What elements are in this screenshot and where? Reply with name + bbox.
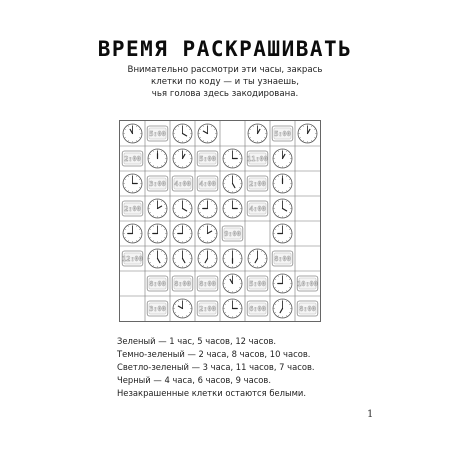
clock-time-text: 8:00	[149, 279, 166, 288]
grid-cell[interactable]	[270, 296, 295, 321]
grid-cell[interactable]	[170, 221, 195, 246]
digital-clock-icon	[272, 126, 293, 141]
grid-cell[interactable]	[170, 196, 195, 221]
grid-cell[interactable]	[145, 121, 170, 146]
grid-cell[interactable]	[245, 246, 270, 271]
legend-line-green: Зеленый — 1 час, 5 часов, 12 часов.	[117, 336, 277, 346]
grid-cell[interactable]	[145, 171, 170, 196]
analog-clock-icon	[223, 149, 242, 168]
clock-time-text: 4:00	[199, 179, 216, 188]
cell-area[interactable]	[120, 271, 145, 296]
grid-cell[interactable]	[120, 271, 145, 296]
grid-cell[interactable]	[270, 171, 295, 196]
grid-cell[interactable]	[195, 196, 220, 221]
grid-cell[interactable]	[120, 121, 145, 146]
grid-cell[interactable]	[220, 121, 245, 146]
clock-time-text: 2:00	[124, 154, 141, 163]
analog-clock-icon	[273, 199, 292, 218]
analog-clock-icon	[198, 124, 217, 143]
grid-cell[interactable]	[120, 296, 145, 321]
grid-cell[interactable]	[220, 146, 245, 171]
grid-cell[interactable]	[145, 271, 170, 296]
digital-clock-icon	[172, 276, 193, 291]
grid-cell[interactable]	[270, 221, 295, 246]
page-title: ВРЕМЯ РАСКРАШИВАТЬ	[97, 37, 353, 61]
analog-clock-icon	[173, 299, 192, 318]
grid-cell[interactable]	[245, 171, 270, 196]
digital-clock-icon	[147, 276, 168, 291]
instructions-line: клетки по коду — и ты узнаешь,	[151, 77, 299, 87]
digital-clock-icon	[197, 301, 218, 316]
grid-cell[interactable]	[220, 171, 245, 196]
digital-clock-icon	[272, 251, 293, 266]
analog-clock-icon	[248, 249, 267, 268]
analog-clock-icon	[173, 224, 192, 243]
clock-time-text: 8:00	[199, 279, 216, 288]
legend-line-black: Черный — 4 часа, 6 часов, 9 часов.	[117, 375, 272, 385]
grid-cell[interactable]	[120, 171, 145, 196]
clock-time-text: 5:00	[149, 129, 166, 138]
legend-line-white: Незакрашенные клетки остаются белыми.	[117, 388, 307, 398]
clock-time-text: 11:00	[247, 154, 268, 163]
clock-time-text: 2:00	[199, 304, 216, 313]
clock-time-text: 5:00	[274, 129, 291, 138]
grid-cell[interactable]	[145, 246, 170, 271]
analog-clock-icon	[223, 174, 242, 193]
grid-cell[interactable]	[195, 296, 220, 321]
analog-clock-icon	[198, 199, 217, 218]
digital-clock-icon	[122, 151, 143, 166]
analog-clock-icon	[148, 249, 167, 268]
grid-cell[interactable]	[295, 171, 320, 196]
clock-time-text: 8:00	[174, 279, 191, 288]
analog-clock-icon	[298, 124, 317, 143]
clock-time-text: 5:00	[199, 154, 216, 163]
clock-time-text: 10:00	[297, 279, 318, 288]
grid-cell[interactable]	[120, 221, 145, 246]
grid-cell[interactable]	[295, 246, 320, 271]
analog-clock-icon	[273, 299, 292, 318]
grid-cell[interactable]	[170, 271, 195, 296]
grid-cell[interactable]	[220, 296, 245, 321]
grid-cell[interactable]	[270, 196, 295, 221]
analog-clock-icon	[223, 299, 242, 318]
analog-clock-icon	[148, 199, 167, 218]
grid-cell[interactable]	[195, 121, 220, 146]
instructions	[90, 64, 360, 100]
digital-clock-icon	[297, 276, 318, 291]
clock-time-text: 4:00	[249, 204, 266, 213]
digital-clock-icon	[147, 176, 168, 191]
grid-cell[interactable]	[295, 146, 320, 171]
analog-clock-icon	[173, 124, 192, 143]
cell-area[interactable]	[120, 296, 145, 321]
clock-time-text: 6:00	[249, 304, 266, 313]
analog-clock-icon	[198, 249, 217, 268]
grid-cell[interactable]	[170, 296, 195, 321]
digital-clock-icon	[247, 176, 268, 191]
grid-cell[interactable]	[220, 271, 245, 296]
grid-cell[interactable]	[295, 221, 320, 246]
analog-clock-icon	[173, 249, 192, 268]
instructions-line: Внимательно рассмотри эти часы, закрась	[127, 65, 323, 75]
digital-clock-icon	[297, 301, 318, 316]
analog-clock-icon	[198, 224, 217, 243]
grid-cell[interactable]	[270, 246, 295, 271]
grid-cell[interactable]	[270, 146, 295, 171]
grid-cell[interactable]	[145, 196, 170, 221]
analog-clock-icon	[273, 274, 292, 293]
analog-clock-icon	[148, 149, 167, 168]
analog-clock-icon	[148, 224, 167, 243]
digital-clock-icon	[197, 276, 218, 291]
digital-clock-icon	[247, 151, 268, 166]
grid-cell[interactable]	[295, 196, 320, 221]
digital-clock-icon	[172, 176, 193, 191]
clock-time-text: 2:00	[249, 179, 266, 188]
clock-time-text: 3:00	[149, 179, 166, 188]
grid-cell[interactable]	[120, 246, 145, 271]
clock-time-text: 8:00	[274, 254, 291, 263]
analog-clock-icon	[223, 274, 242, 293]
grid-cell[interactable]	[220, 221, 245, 246]
analog-clock-icon	[273, 174, 292, 193]
instructions-line: чья голова здесь закодирована.	[151, 89, 299, 99]
grid-cell[interactable]	[245, 196, 270, 221]
grid-cell[interactable]	[245, 146, 270, 171]
clock-time-text: 5:00	[249, 279, 266, 288]
grid-cell[interactable]	[195, 221, 220, 246]
digital-clock-icon	[122, 251, 143, 266]
page-number: 1	[367, 409, 374, 420]
digital-clock-icon	[147, 126, 168, 141]
clock-time-text: 9:00	[224, 229, 241, 238]
grid-cell[interactable]	[120, 196, 145, 221]
grid-cell[interactable]	[295, 121, 320, 146]
cell-area[interactable]	[295, 146, 320, 171]
clock-time-text: 3:00	[149, 304, 166, 313]
cell-area[interactable]	[245, 221, 270, 246]
grid-cell[interactable]	[170, 146, 195, 171]
legend-line-dark-green: Темно-зеленый — 2 часа, 8 часов, 10 часов.	[117, 349, 311, 359]
digital-clock-icon	[247, 201, 268, 216]
digital-clock-icon	[247, 301, 268, 316]
analog-clock-icon	[123, 124, 142, 143]
grid-cell[interactable]	[245, 271, 270, 296]
grid-cell[interactable]	[245, 221, 270, 246]
digital-clock-icon	[197, 176, 218, 191]
grid-cell[interactable]	[145, 146, 170, 171]
grid-cell[interactable]	[120, 146, 145, 171]
analog-clock-icon	[173, 199, 192, 218]
coloring-grid[interactable]	[119, 120, 321, 322]
grid-cell[interactable]	[170, 171, 195, 196]
grid-cell[interactable]	[295, 296, 320, 321]
analog-clock-icon	[123, 224, 142, 243]
cell-area[interactable]	[295, 171, 320, 196]
grid-cell[interactable]	[295, 271, 320, 296]
cell-area[interactable]	[295, 221, 320, 246]
grid-cell[interactable]	[170, 246, 195, 271]
clock-time-text: 2:00	[124, 204, 141, 213]
analog-clock-icon	[173, 149, 192, 168]
grid-cell[interactable]	[220, 196, 245, 221]
digital-clock-icon	[197, 151, 218, 166]
digital-clock-icon	[122, 201, 143, 216]
grid-cell[interactable]	[145, 221, 170, 246]
cell-area[interactable]	[295, 196, 320, 221]
grid-cell[interactable]	[170, 121, 195, 146]
grid-cell[interactable]	[195, 146, 220, 171]
digital-clock-icon	[247, 276, 268, 291]
grid-cell[interactable]	[195, 246, 220, 271]
grid-cell[interactable]	[270, 271, 295, 296]
legend-line-light-green: Светло-зеленый — 3 часа, 11 часов, 7 часов.	[117, 362, 315, 372]
cell-area[interactable]	[295, 246, 320, 271]
clock-time-text: 8:00	[299, 304, 316, 313]
grid-cell[interactable]	[195, 271, 220, 296]
analog-clock-icon	[248, 124, 267, 143]
grid-cell[interactable]	[270, 121, 295, 146]
analog-clock-icon	[223, 249, 242, 268]
digital-clock-icon	[147, 301, 168, 316]
digital-clock-icon	[222, 226, 243, 241]
cell-area[interactable]	[220, 121, 245, 146]
clock-time-text: 4:00	[174, 179, 191, 188]
grid-cell[interactable]	[195, 171, 220, 196]
grid-cell[interactable]	[220, 246, 245, 271]
analog-clock-icon	[273, 149, 292, 168]
grid-cell[interactable]	[245, 296, 270, 321]
analog-clock-icon	[123, 174, 142, 193]
grid-cell[interactable]	[245, 121, 270, 146]
clock-time-text: 12:00	[122, 254, 143, 263]
color-legend	[117, 335, 315, 400]
analog-clock-icon	[273, 224, 292, 243]
analog-clock-icon	[223, 199, 242, 218]
grid-cell[interactable]	[145, 296, 170, 321]
